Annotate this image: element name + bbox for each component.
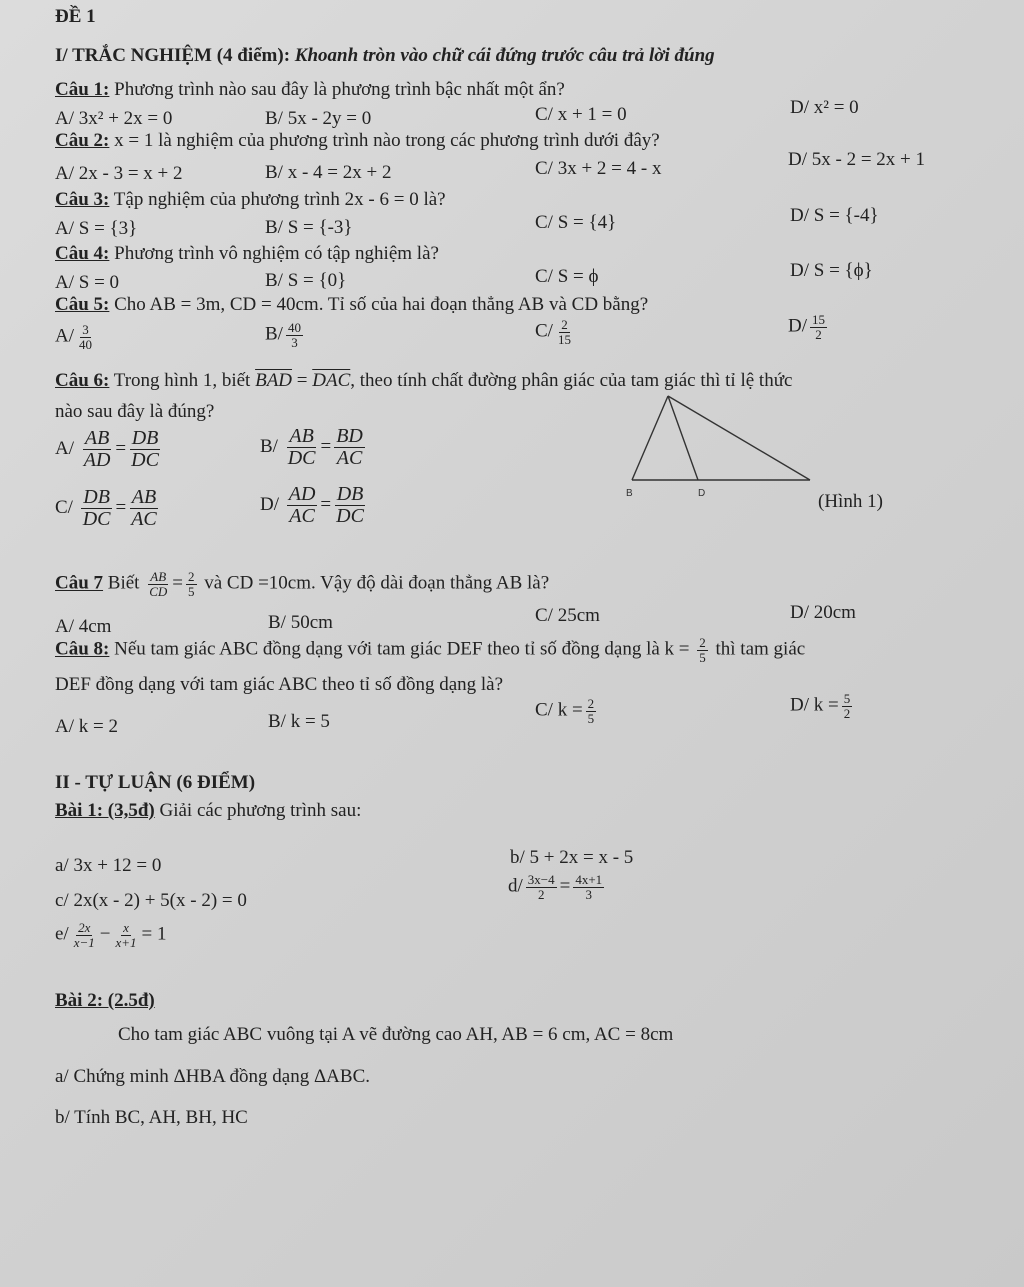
q2-option-b[interactable]: B/ x - 4 = 2x + 2 — [265, 162, 392, 183]
fraction: $\frac{AB}{AD}$ — [83, 427, 111, 471]
q1-option-a[interactable]: A/ 3x² + 2x = 0 — [55, 108, 173, 129]
q6-option-d[interactable]: D/ $\frac{AD}{AC}$ = $\frac{DB}{DC}$ — [260, 483, 364, 527]
fraction: $\frac{3}{40}$ — [79, 322, 92, 352]
q4-option-a[interactable]: A/ S = 0 — [55, 272, 120, 293]
q7-option-b[interactable]: B/ 50cm — [268, 612, 333, 633]
question-6: Câu 6: Trong hình 1, biết $\overline{BAD} = \overline{DAC}$, theo tính chất đường phân giác của tam giác thì tỉ lệ thức — [55, 370, 793, 391]
q1-option-d[interactable]: D/ x² = 0 — [790, 97, 859, 118]
fraction: $\frac{2}{5}$ — [188, 569, 195, 599]
q2-option-d[interactable]: D/ 5x - 2 = 2x + 1 — [788, 149, 926, 170]
fraction: $\frac{2}{15}$ — [557, 317, 571, 347]
label-d: D — [698, 488, 706, 499]
question-5: Câu 5: Cho AB = 3m, CD = 40cm. Tỉ số của hai đoạn thẳng AB và CD bằng? — [55, 294, 649, 315]
part1-heading: I/ TRẮC NGHIỆM (4 điểm): Khoanh tròn vào chữ cái đứng trước câu trả lời đúng — [55, 45, 715, 66]
bai1-d: d/ $\frac{3x-4}{2}$ = $\frac{4x+1}{3}$ — [508, 872, 603, 902]
bai1-a: a/ 3x + 12 = 0 — [55, 855, 162, 876]
question-8: Câu 8: Nếu tam giác ABC đồng dạng với tam giác DEF theo tỉ số đồng dạng là k = $\frac{2}{5}$ thì tam giác — [55, 635, 806, 665]
q2-option-a[interactable]: A/ 2x - 3 = x + 2 — [55, 163, 183, 184]
bai2-heading: Bài 2: (2.5đ) — [55, 990, 155, 1011]
fraction: $\frac{2}{5}$ — [587, 696, 595, 726]
q2-option-c[interactable]: C/ 3x + 2 = 4 - x — [535, 158, 662, 179]
fraction: $\frac{15}{2}$ — [812, 312, 825, 342]
q8-option-d[interactable]: D/ k = $\frac{5}{2}$ — [790, 691, 851, 721]
side-ac — [668, 396, 810, 480]
part2-heading: II - TỰ LUẬN (6 ĐIỂM) — [55, 772, 256, 793]
side-ab — [632, 396, 668, 480]
question-2: Câu 2: x = 1 là nghiệm của phương trình nào trong các phương trình dưới đây? — [55, 130, 660, 151]
question-3: Câu 3: Tập nghiệm của phương trình 2x - 6 = 0 là? — [55, 189, 446, 210]
fraction: $\frac{4x+1}{3}$ — [575, 872, 603, 902]
q7-option-a[interactable]: A/ 4cm — [55, 616, 112, 637]
fraction: $\frac{x}{x+1}$ — [115, 920, 137, 950]
bai1-heading: Bài 1: (3,5đ) Giải các phương trình sau: — [55, 800, 362, 821]
q6-option-c[interactable]: C/ $\frac{DB}{DC}$ = $\frac{AB}{AC}$ — [55, 486, 157, 530]
bai2-a: a/ Chứng minh ΔHBA đồng dạng ΔABC. — [55, 1066, 370, 1087]
fraction: $\frac{AB}{AC}$ — [131, 486, 157, 530]
q8-option-a[interactable]: A/ k = 2 — [55, 716, 118, 737]
q5-option-c[interactable]: C/ $\frac{2}{15}$ — [535, 317, 571, 347]
q6-option-a[interactable]: A/ $\frac{AB}{AD}$ = $\frac{DB}{DC}$ — [55, 427, 159, 471]
q5-option-a[interactable]: A/ $\frac{3}{40}$ — [55, 322, 92, 352]
q6-option-b[interactable]: B/ $\frac{AB}{DC}$ = $\frac{BD}{AC}$ — [260, 425, 363, 469]
question-7: Câu 7 Biết $\frac{AB}{CD}$ = $\frac{2}{5}$ và CD =10cm. Vậy độ dài đoạn thẳng AB là? — [55, 569, 550, 599]
q3-option-a[interactable]: A/ S = {3} — [55, 218, 138, 239]
q1-option-c[interactable]: C/ x + 1 = 0 — [535, 104, 627, 125]
q7-option-c[interactable]: C/ 25cm — [535, 605, 600, 626]
q4-option-c[interactable]: C/ S = ϕ — [535, 266, 599, 287]
bai1-c: c/ 2x(x - 2) + 5(x - 2) = 0 — [55, 890, 247, 911]
fraction: $\frac{40}{3}$ — [287, 320, 301, 350]
triangle-figure — [620, 392, 820, 504]
fraction: $\frac{DB}{DC}$ — [131, 427, 159, 471]
q8-option-b[interactable]: B/ k = 5 — [268, 711, 330, 732]
bisector-ad — [668, 396, 698, 480]
fraction: $\frac{2}{5}$ — [699, 635, 706, 665]
bai1-b: b/ 5 + 2x = x - 5 — [510, 847, 634, 868]
q3-option-b[interactable]: B/ S = {-3} — [265, 217, 353, 238]
q1-option-b[interactable]: B/ 5x - 2y = 0 — [265, 108, 372, 129]
angle-bad: $\overline{BAD}$ — [255, 370, 293, 391]
fraction: $\frac{AB}{CD}$ — [149, 569, 168, 599]
fraction: $\frac{BD}{AC}$ — [336, 425, 363, 469]
q5-option-d[interactable]: D/ $\frac{15}{2}$ — [788, 312, 825, 342]
q5-option-b[interactable]: B/ $\frac{40}{3}$ — [265, 320, 301, 350]
q4-option-d[interactable]: D/ S = {ϕ} — [790, 260, 873, 281]
q3-option-d[interactable]: D/ S = {-4} — [790, 205, 879, 226]
bai2-b: b/ Tính BC, AH, BH, HC — [55, 1107, 248, 1128]
bai1-e: e/ $\frac{2x}{x-1}$ − $\frac{x}{x+1}$ = 1 — [55, 920, 167, 950]
fraction: $\frac{5}{2}$ — [843, 691, 851, 721]
q8-option-c[interactable]: C/ k = $\frac{2}{5}$ — [535, 696, 595, 726]
fraction: $\frac{DB}{DC}$ — [82, 486, 111, 530]
question-6-cont: nào sau đây là đúng? — [55, 401, 215, 422]
fraction: $\frac{3x-4}{2}$ — [527, 872, 555, 902]
question-4: Câu 4: Phương trình vô nghiệm có tập nghiệm là? — [55, 243, 439, 264]
figure-caption: (Hình 1) — [818, 491, 883, 512]
exam-title: ĐỀ 1 — [55, 6, 96, 27]
q4-option-b[interactable]: B/ S = {0} — [265, 270, 347, 291]
angle-dac: $\overline{DAC}$ — [312, 370, 351, 391]
fraction: $\frac{AD}{AC}$ — [288, 483, 316, 527]
fraction: $\frac{AB}{DC}$ — [287, 425, 316, 469]
q7-option-d[interactable]: D/ 20cm — [790, 602, 856, 623]
fraction: $\frac{DB}{DC}$ — [336, 483, 364, 527]
bai2-text: Cho tam giác ABC vuông tại A vẽ đường cao AH, AB = 6 cm, AC = 8cm — [118, 1024, 674, 1045]
question-1: Câu 1: Phương trình nào sau đây là phương trình bậc nhất một ẩn? — [55, 79, 565, 100]
q3-option-c[interactable]: C/ S = {4} — [535, 212, 617, 233]
fraction: $\frac{2x}{x-1}$ — [73, 920, 95, 950]
label-b: B — [626, 488, 633, 499]
question-8-cont: DEF đồng dạng với tam giác ABC theo tỉ số đồng dạng là? — [55, 674, 504, 695]
